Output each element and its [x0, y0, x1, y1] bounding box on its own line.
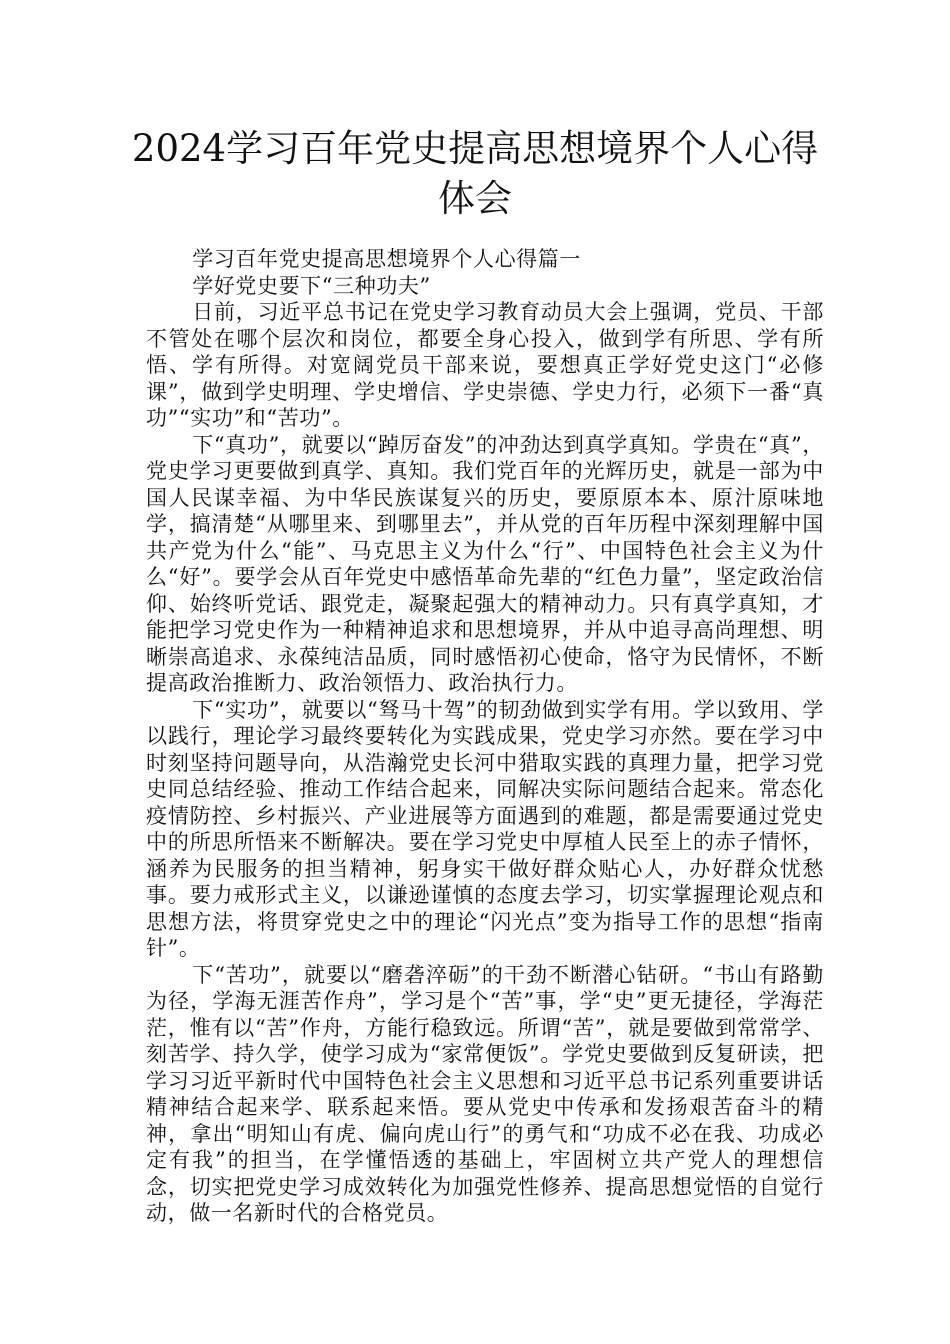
body-paragraph: 下“真功”，就要以“踔厉奋发”的冲劲达到真学真知。学贵在“真”，党史学习更要做到真学、真知。我们党百年的光辉历史，就是一部为中国人民谋幸福、为中华民族谋复兴的历史，要原原本本、原汁原味地学，搞清楚“从哪里来、到哪里去”，并从党的百年历程中深刻理解中国共产党为什么“能”、马克思主义为什么“行”、中国特色社会主义为什么“好”。要学会从百年党史中感悟革命先辈的“红色力量”，坚定政治信仰、始终听党话、跟党走，凝聚起强大的精神动力。只有真学真知，才能把学习党史作为一种精神追求和思想境界，并从中追寻高尚理想、明晰崇高追求、永葆纯洁品质，同时感悟初心使命，恪守为民情怀，不断提高政治推断力、政治领悟力、政治执行力。 [146, 432, 824, 695]
body-paragraph: 下“苦功”，就要以“磨砻淬砺”的干劲不断潜心钻研。“书山有路勤为径，学海无涯苦作舟”，学习是个“苦”事，学“史”更无捷径，学海茫茫，惟有以“苦”作舟，方能行稳致远。所谓“苦”，就是要做到常常学、刻苦学、持久学，使学习成为“家常便饭”。学党史要做到反复研读，把学习习近平新时代中国特色社会主义思想和习近平总书记系列重要讲话精神结合起来学、联系起来悟。要从党史中传承和发扬艰苦奋斗的精神，拿出“明知山有虎、偏向虎山行”的勇气和“功成不必在我、功成必定有我”的担当，在学懂悟透的基础上，牢固树立共产党人的理想信念，切实把党史学习成效转化为加强党性修养、提高思想觉悟的自觉行动，做一名新时代的合格党员。 [146, 962, 824, 1225]
document-title: 2024学习百年党史提高思想境界个人心得体会 [131, 127, 819, 220]
section-heading: 学好党史要下“三种功夫” [192, 273, 431, 298]
document-body [146, 246, 824, 1227]
body-paragraph: 日前，习近平总书记在党史学习教育动员大会上强调，党员、干部不管处在哪个层次和岗位，都要全身心投入，做到学有所思、学有所悟、学有所得。对宽阔党员干部来说，要想真正学好党史这门“必修课”，做到学史明理、学史增信、学史崇德、学史力行，必须下一番“真功”“实功”和“苦功”。 [146, 300, 824, 430]
section-subtitle: 学习百年党史提高思想境界个人心得篇一 [192, 247, 581, 271]
body-paragraph: 下“实功”，就要以“驽马十驾”的韧劲做到实学有用。学以致用、学以践行，理论学习最终要转化为实践成果，党史学习亦然。要在学习中时刻坚持问题导向，从浩瀚党史长河中猎取实践的真理力量，把学习党史同总结经验、推动工作结合起来，同解决实际问题结合起来。常态化疫情防控、乡村振兴、产业进展等方面遇到的难题，都是需要通过党史中的所思所悟来不断解决。要在学习党史中厚植人民至上的赤子情怀，涵养为民服务的担当精神，躬身实干做好群众贴心人，办好群众忧愁事。要力戒形式主义，以谦逊谨慎的态度去学习，切实掌握理论观点和思想方法，将贯穿党史之中的理论“闪光点”变为指导工作的思想“指南针”。 [146, 697, 824, 960]
